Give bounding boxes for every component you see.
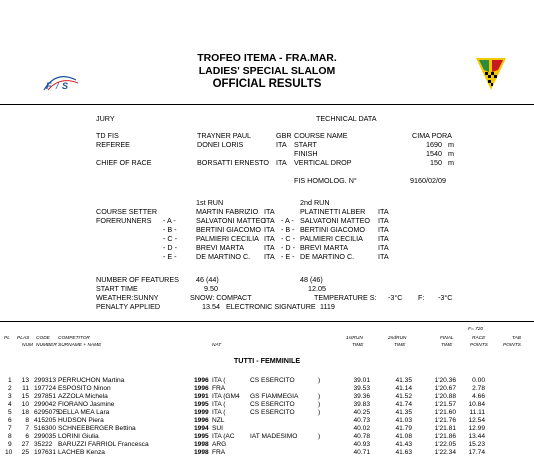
- result-points: 17.74: [468, 449, 485, 456]
- result-final: 1'21.86: [434, 433, 456, 440]
- forerunner-code-run2: - B -: [281, 225, 295, 234]
- result-year: 1994: [194, 425, 209, 432]
- setter-run2: PLATINETTI ALBER: [300, 207, 366, 216]
- homolog-label: FIS HOMOLOG. N°: [294, 176, 357, 185]
- result-code: 197724: [34, 385, 57, 392]
- forerunner-code-run2: - D -: [281, 243, 295, 252]
- result-bib: 8: [25, 417, 29, 424]
- result-run1: 40.25: [353, 409, 370, 416]
- result-code: 299035: [34, 433, 57, 440]
- result-run2: 41.03: [395, 417, 412, 424]
- col-header-num: NUM: [22, 343, 33, 348]
- result-name: SCHNEEBERGER Bettina: [58, 425, 136, 432]
- result-year: 1995: [194, 433, 209, 440]
- result-final: 1'22.34: [434, 449, 456, 456]
- result-club-close: ): [318, 401, 321, 408]
- vertical-drop-label: VERTICAL DROP: [294, 158, 352, 167]
- result-bib: 6: [25, 433, 29, 440]
- referee-label: REFEREE: [96, 140, 130, 149]
- forerunner-name-run2: DE MARTINO C.: [300, 252, 355, 261]
- col-header-plas: PLAS: [17, 336, 30, 341]
- result-club-close: ): [318, 409, 321, 416]
- result-run1: 40.93: [353, 441, 370, 448]
- features-run1: 46 (44): [196, 275, 219, 284]
- col-header-surname: SURNAME + NAME: [58, 343, 102, 348]
- forerunners-label: FORERUNNERS: [96, 216, 152, 225]
- start-unit: m: [448, 140, 454, 149]
- forerunner-nat-run2: ITA: [378, 243, 389, 252]
- result-run2: 41.35: [395, 409, 412, 416]
- temperature-label: TEMPERATURE S:: [314, 293, 377, 302]
- result-nat: NZL: [212, 417, 225, 424]
- forerunner-nat: ITA: [264, 243, 275, 252]
- col-header-final-time: TIME: [441, 343, 453, 348]
- forerunner-code: - C -: [163, 234, 177, 243]
- result-run2: 41.63: [395, 449, 412, 456]
- referee-name: DONEI LORIS: [197, 140, 244, 149]
- result-final: 1'21.76: [434, 417, 456, 424]
- temperature-start: -3°C: [388, 293, 403, 302]
- result-rank: 3: [8, 393, 12, 400]
- result-name: PERRUCHON Martina: [58, 377, 125, 384]
- result-year: 1996: [194, 377, 209, 384]
- result-bib: 27: [21, 441, 29, 448]
- fis-logo-letter-f: F: [46, 81, 52, 91]
- result-club-close: ): [318, 433, 321, 440]
- finish-value: 1540: [426, 149, 442, 158]
- forerunner-code-run2: - A -: [281, 216, 294, 225]
- result-final: 1'22.05: [434, 441, 456, 448]
- result-code: 299042: [34, 401, 57, 408]
- col-header-run1-time: TIME: [352, 343, 364, 348]
- fis-logo-letter-s: S: [62, 81, 69, 91]
- start-time-run2: 12.05: [308, 284, 326, 293]
- chief-nat: ITA: [276, 158, 287, 167]
- course-name-label: COURSE NAME: [294, 131, 348, 140]
- result-final: 1'20.67: [434, 385, 456, 392]
- col-header-pl: PL: [4, 336, 10, 341]
- result-run1: 39.36: [353, 393, 370, 400]
- result-final: 1'21.60: [434, 409, 456, 416]
- vertical-drop-value: 150: [430, 158, 442, 167]
- result-rank: 6: [8, 417, 12, 424]
- page-title: TROFEO ITEMA - FRA.MAR.: [197, 52, 337, 64]
- col-header-race: RACE: [472, 336, 486, 341]
- result-nat: ITA (AC: [212, 433, 235, 440]
- result-year: 1996: [194, 417, 209, 424]
- result-final: 1'20.36: [434, 377, 456, 384]
- results-title: OFFICIAL RESULTS: [212, 78, 322, 90]
- forerunner-code: - E -: [163, 252, 177, 261]
- result-run2: 41.79: [395, 425, 412, 432]
- result-year: 1999: [194, 409, 209, 416]
- forerunner-nat-run2: ITA: [378, 252, 389, 261]
- result-code: 299313: [34, 377, 57, 384]
- chief-label: CHIEF OF RACE: [96, 158, 152, 167]
- result-rank: 10: [5, 449, 13, 456]
- homolog-value: 9160/02/09: [410, 176, 446, 185]
- result-run1: 39.53: [353, 385, 370, 392]
- result-year: 1996: [194, 385, 209, 392]
- result-club: CS ESERCITO: [250, 401, 295, 408]
- jury-title: JURY: [96, 114, 115, 123]
- col-header-nat: NAT: [212, 343, 222, 348]
- result-nat: SUI: [212, 425, 223, 432]
- signature-label: ELECTRONIC SIGNATURE: [226, 302, 316, 311]
- td-label: TD FIS: [96, 131, 119, 140]
- forerunner-nat-run2: ITA: [378, 234, 389, 243]
- result-name: ESPOSITO Ninon: [58, 385, 111, 392]
- result-nat: ITA (: [212, 401, 226, 408]
- forerunner-name-run2: PALMIERI CECILIA: [300, 234, 363, 243]
- snow-label: SNOW: COMPACT: [190, 293, 252, 302]
- fis-logo-slash: /: [56, 81, 59, 91]
- result-run1: 40.71: [353, 449, 370, 456]
- result-name: BARUZZI FARRIOL Francesca: [58, 441, 149, 448]
- setter-run2-nat: ITA: [378, 207, 389, 216]
- col-header-run2-time: TIME: [394, 343, 406, 348]
- temperature-finish-label: F:: [418, 293, 425, 302]
- result-run2: 41.43: [395, 441, 412, 448]
- course-setter-label: COURSE SETTER: [96, 207, 158, 216]
- result-points: 15.23: [468, 441, 485, 448]
- col-header-code: CODE: [36, 336, 50, 341]
- result-nat: ITA (: [212, 377, 226, 384]
- forerunner-nat-run2: ITA: [378, 225, 389, 234]
- setter-run1: MARTIN FABRIZIO: [196, 207, 259, 216]
- result-bib: 7: [25, 425, 29, 432]
- result-club: GS FIAMMEGIA: [250, 393, 299, 400]
- result-name: AZZOLA Michela: [58, 393, 108, 400]
- penalty-label: PENALTY APPLIED: [96, 302, 161, 311]
- temperature-finish: -3°C: [438, 293, 453, 302]
- weather-label: WEATHER:SUNNY: [96, 293, 159, 302]
- result-club: CS ESERCITO: [250, 377, 295, 384]
- col-header-run1: 1stRUN: [346, 336, 363, 341]
- event-logo-icon: [476, 58, 506, 90]
- forerunner-nat: ITA: [264, 252, 275, 261]
- run2-title: 2nd RUN: [300, 198, 330, 207]
- result-nat: ITA (: [212, 409, 226, 416]
- result-club: CS ESERCITO: [250, 409, 295, 416]
- result-rank: 9: [8, 441, 12, 448]
- result-code: 35222: [34, 441, 53, 448]
- forerunner-nat: ITA: [264, 225, 275, 234]
- result-club-close: ): [318, 377, 321, 384]
- result-run1: 40.73: [353, 417, 370, 424]
- forerunner-name-run2: BERTINI GIACOMO: [300, 225, 365, 234]
- forerunner-name-run2: BREVI MARTA: [300, 243, 349, 252]
- forerunner-name: SALVATONI MATTEO: [196, 216, 267, 225]
- result-name: FIORANO Jasmine: [58, 401, 115, 408]
- finish-label: FINISH: [294, 149, 318, 158]
- td-nat: GBR: [276, 131, 292, 140]
- result-run1: 39.83: [353, 401, 370, 408]
- result-code: 6295075: [34, 409, 60, 416]
- result-year: 1991: [194, 393, 209, 400]
- start-time-label: START TIME: [96, 284, 138, 293]
- run1-title: 1st RUN: [196, 198, 224, 207]
- result-code: 415205: [34, 417, 57, 424]
- result-nat: FRA: [212, 449, 226, 456]
- forerunner-code: - A -: [163, 216, 176, 225]
- result-points: 0.00: [472, 377, 485, 384]
- col-header-number: NUMBER: [36, 343, 57, 348]
- result-club: IAT MADESIMO: [250, 433, 298, 440]
- result-year: 1998: [194, 441, 209, 448]
- features-run2: 48 (46): [300, 275, 323, 284]
- result-run1: 40.02: [353, 425, 370, 432]
- f-factor-label: F= 720: [468, 327, 484, 332]
- result-points: 4.66: [472, 393, 485, 400]
- result-run1: 39.01: [353, 377, 370, 384]
- forerunner-name: BERTINI GIACOMO: [196, 225, 261, 234]
- td-name: TRAYNER PAUL: [197, 131, 252, 140]
- course-name-value: CIMA PORA: [412, 131, 452, 140]
- result-bib: 10: [21, 401, 29, 408]
- result-bib: 25: [21, 449, 29, 456]
- result-year: 1995: [194, 401, 209, 408]
- result-bib: 15: [21, 393, 29, 400]
- result-final: 1'21.81: [434, 425, 456, 432]
- col-header-competitor: COMPETITOR: [58, 336, 90, 341]
- forerunner-name: BREVI MARTA: [196, 243, 245, 252]
- penalty-value: 13.54: [202, 302, 220, 311]
- result-run2: 41.08: [395, 433, 412, 440]
- result-code: 197631: [34, 449, 57, 456]
- col-header-race-points: POINTS: [470, 343, 488, 348]
- result-bib: 11: [22, 385, 29, 392]
- result-rank: 8: [8, 433, 12, 440]
- forerunner-nat: ITA: [264, 216, 275, 225]
- result-rank: 2: [8, 385, 12, 392]
- result-run2: 41.35: [395, 377, 412, 384]
- referee-nat: ITA: [276, 140, 287, 149]
- chief-name: BORSATTI ERNESTO: [197, 158, 270, 167]
- result-run2: 41.74: [395, 401, 412, 408]
- forerunner-name: PALMIERI CECILIA: [196, 234, 259, 243]
- col-header-final: FINAL: [440, 336, 454, 341]
- features-label: NUMBER OF FEATURES: [96, 275, 179, 284]
- result-run2: 41.14: [395, 385, 412, 392]
- result-name: HUDSON Piera: [58, 417, 104, 424]
- finish-unit: m: [448, 149, 454, 158]
- forerunner-code-run2: - E -: [281, 252, 295, 261]
- start-time-run1: 9.50: [204, 284, 218, 293]
- col-header-tab: TAB: [512, 336, 521, 341]
- result-rank: 5: [8, 409, 12, 416]
- result-final: 1'20.88: [434, 393, 456, 400]
- result-code: 516300: [34, 425, 57, 432]
- signature-value: 1119: [320, 302, 335, 311]
- result-bib: 18: [21, 409, 29, 416]
- forerunner-nat-run2: ITA: [378, 216, 389, 225]
- result-code: 297851: [34, 393, 57, 400]
- result-rank: 4: [8, 401, 12, 408]
- result-rank: 1: [8, 377, 12, 384]
- result-points: 2.78: [472, 385, 485, 392]
- forerunner-code: - D -: [163, 243, 177, 252]
- forerunner-code-run2: - C -: [281, 234, 295, 243]
- forerunner-name: DE MARTINO C.: [196, 252, 251, 261]
- result-nat: ITA (GM4: [212, 393, 240, 400]
- result-points: 10.84: [468, 401, 485, 408]
- result-points: 12.54: [468, 417, 485, 424]
- results-divider: [0, 321, 534, 322]
- result-nat: ARG: [212, 441, 227, 448]
- result-points: 13.44: [468, 433, 485, 440]
- header-divider: [0, 104, 534, 105]
- forerunner-nat: ITA: [264, 234, 275, 243]
- col-header-tab-points: POINTS: [503, 343, 521, 348]
- start-label: START: [294, 140, 317, 149]
- page-subtitle: LADIES' SPECIAL SLALOM: [198, 65, 336, 77]
- col-header-run2: 2ndRUN: [388, 336, 407, 341]
- result-nat: FRA: [212, 385, 226, 392]
- result-points: 11.11: [469, 409, 485, 416]
- result-year: 1998: [194, 449, 209, 456]
- result-name: LACHEB Kenza: [58, 449, 105, 456]
- setter-run1-nat: ITA: [264, 207, 275, 216]
- forerunner-name-run2: SALVATONI MATTEO: [300, 216, 371, 225]
- result-final: 1'21.57: [434, 401, 456, 408]
- section-title: TUTTI - FEMMINILE: [233, 356, 301, 365]
- result-club-close: ): [318, 393, 321, 400]
- result-rank: 7: [8, 425, 12, 432]
- result-name: DELLA MEA Lara: [58, 409, 110, 416]
- result-run1: 40.78: [353, 433, 370, 440]
- result-name: LORINI Giulia: [58, 433, 99, 440]
- start-value: 1690: [426, 140, 442, 149]
- technical-title: TECHNICAL DATA: [316, 114, 377, 123]
- forerunner-code: - B -: [163, 225, 177, 234]
- result-points: 12.99: [468, 425, 485, 432]
- result-bib: 13: [21, 377, 29, 384]
- vertical-drop-unit: m: [448, 158, 454, 167]
- result-run2: 41.52: [395, 393, 412, 400]
